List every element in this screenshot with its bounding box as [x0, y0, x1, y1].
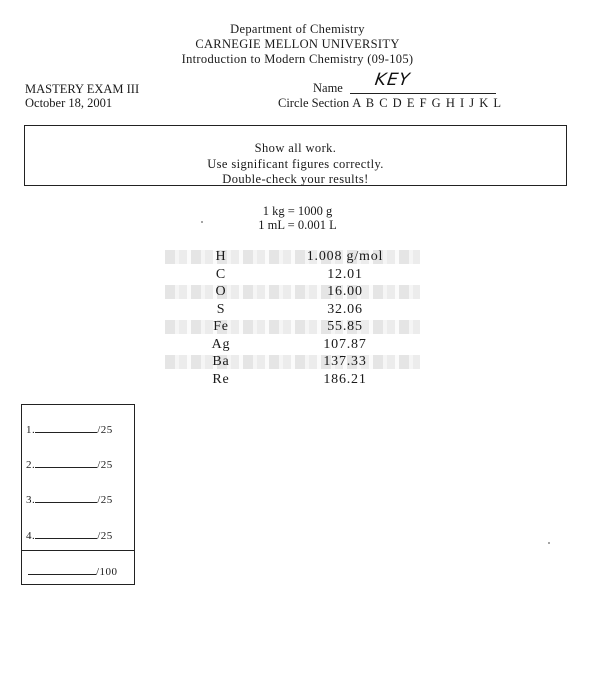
section-letters[interactable]: A B C D E F G H I J K L [352, 96, 503, 110]
instruction-line: Show all work. [254, 141, 337, 155]
department-heading: Department of Chemistry [230, 22, 365, 36]
section-label: Circle Section [278, 96, 350, 110]
element-symbol: Re [212, 371, 230, 387]
question-max: /25 [97, 530, 113, 542]
molar-mass: 32.06 [327, 301, 363, 317]
table-row [165, 354, 420, 372]
question-max: /25 [97, 494, 113, 506]
score-blank[interactable] [35, 458, 97, 468]
question-number: 1. [26, 424, 36, 436]
scan-speck [201, 221, 203, 223]
score-box [21, 404, 135, 585]
score-line-4[interactable] [26, 529, 113, 542]
element-symbol: Ag [211, 336, 231, 352]
total-max: /100 [96, 566, 118, 578]
name-field-line[interactable] [350, 93, 496, 94]
instruction-line: Use significant figures correctly. [207, 156, 384, 171]
element-symbol: S [216, 301, 226, 317]
course-heading: Introduction to Modern Chemistry (09-105) [181, 52, 414, 66]
table-row [165, 337, 420, 355]
scan-speck [548, 542, 550, 544]
question-number: 4. [26, 530, 36, 542]
molar-mass: 55.85 [327, 319, 363, 334]
conversion-kg: 1 kg = 1000 g [262, 204, 333, 218]
name-value-handwritten: KEY [373, 70, 412, 90]
element-symbol: Fe [213, 319, 229, 334]
score-line-2[interactable] [26, 458, 113, 471]
section-field [278, 96, 502, 111]
question-number: 3. [26, 494, 36, 506]
instruction-line: Double-check your results! [222, 172, 369, 186]
molar-mass: 16.00 [327, 284, 363, 299]
score-line-3[interactable] [26, 493, 113, 506]
question-max: /25 [97, 459, 113, 471]
molar-mass: 1.008 g/mol [306, 249, 384, 264]
table-row [165, 267, 420, 285]
exam-title: MASTERY EXAM III [25, 82, 140, 96]
molar-mass-table [165, 249, 420, 389]
name-label: Name [313, 81, 343, 95]
molar-mass: 186.21 [323, 371, 367, 387]
instructions-box [24, 125, 567, 186]
element-symbol: H [215, 249, 227, 264]
exam-date: October 18, 2001 [25, 96, 113, 110]
table-row [165, 319, 420, 337]
total-blank[interactable] [28, 565, 96, 575]
conversion-ml: 1 mL = 0.001 L [258, 218, 337, 232]
score-blank[interactable] [35, 529, 97, 539]
score-divider [22, 550, 134, 551]
score-blank[interactable] [35, 423, 97, 433]
question-number: 2. [26, 459, 36, 471]
question-max: /25 [97, 424, 113, 436]
molar-mass: 107.87 [323, 336, 367, 352]
molar-mass: 137.33 [323, 354, 367, 369]
element-symbol: O [215, 284, 227, 299]
element-symbol: C [215, 266, 227, 282]
score-blank[interactable] [35, 493, 97, 503]
table-row [165, 284, 420, 302]
score-total-line[interactable] [26, 565, 118, 578]
score-line-1[interactable] [26, 423, 113, 436]
table-row [165, 372, 420, 390]
university-heading: CARNEGIE MELLON UNIVERSITY [195, 37, 400, 51]
element-symbol: Ba [212, 354, 230, 369]
table-row [165, 302, 420, 320]
table-row [165, 249, 420, 267]
molar-mass: 12.01 [327, 266, 363, 282]
